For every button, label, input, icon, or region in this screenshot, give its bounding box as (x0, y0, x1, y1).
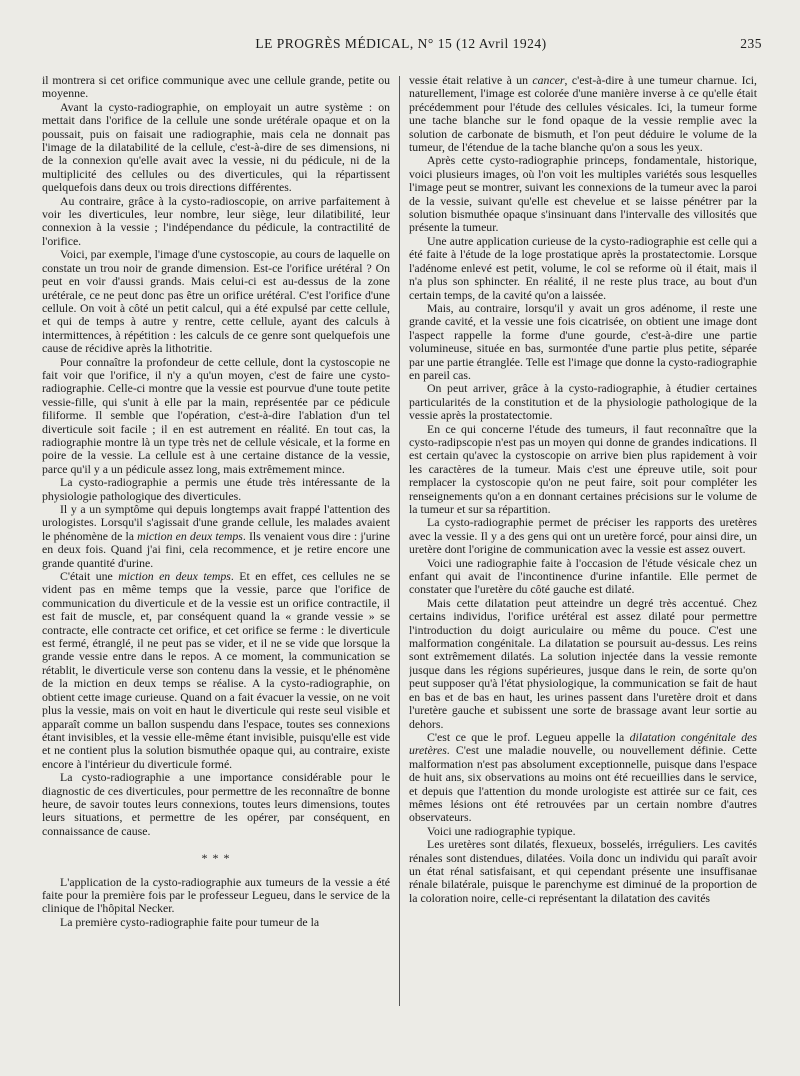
paragraph: Pour connaître la profondeur de cette cellule, dont la cystoscopie ne fait voir que l'orifice, il n'y a qu'un moyen, c'est de faire une cysto-radiographie. Celle-ci montre que la vessie est pourvue d'une toute petite vessie-fille, qui s'unit à elle par la main, représentée par ce pédicule filiforme. Il semble que l'opération, c'est-à-dire l'ablation d'un tel diverticule soit facile ; il en est autrement en réalité. En tout cas, la radiographie montre là un type très net de cellule vésicale, et la forme en poire de la vessie. La cellule est à une certaine distance de la vessie, parce qu'il y a un pédicule assez long, mais extrêmement mince. (42, 354, 390, 476)
paragraph: Voici une radiographie faite à l'occasion de l'étude vésicale chez un enfant qui avait de l'incontinence d'urine infantile. Elle permet de constater que l'uretère du côté gauche est dilaté. (409, 555, 757, 597)
paragraph: Après cette cysto-radiographie princeps, fondamentale, historique, voici plusieurs images, où l'on voit les multiples variétés sous lesquelles l'image peut se montrer, suivant les connexions de la tumeur avec la paroi de la vessie, suivant qu'elle est chevelue et se laisse pénétrer par la solution bismuthée opaque s'insinuant dans l'intervalle des villosités que présente la tumeur. (409, 153, 757, 235)
paragraph: La cysto-radiographie permet de préciser les rapports des uretères avec la vessie. Il y a des gens qui ont un uretère forcé, pour ainsi dire, un uretère dont l'origine de communication avec la vessie est assez ouvert. (409, 515, 757, 557)
paragraph: La cysto-radiographie a permis une étude très intéressante de la physiologie pathologique des diverticules. (42, 475, 390, 503)
paragraph: il montrera si cet orifice communique avec une cellule grande, petite ou moyenne. (42, 74, 390, 101)
page-number: 235 (740, 36, 762, 51)
text-run: vessie était relative à un (409, 74, 533, 87)
paragraph: Au contraire, grâce à la cysto-radioscopie, on arrive parfaitement à voir les diverticules, leur nombre, leur siège, leur dilatibilité, leur connexion à la vessie ; l'indépendance du pédicule, la contractilité de l'orifice. (42, 193, 390, 248)
text-run: Il y a un symptôme qui depuis longtemps avait frappé l'attention des urologistes. Lorsqu'il s'agissait d'une grande cellule, les malades avaient le phénomène de la (42, 502, 390, 543)
italic-term: miction en deux temps (118, 569, 231, 584)
italic-term: dilatation congénitale des uretères (409, 729, 757, 758)
italic-term: miction en deux temps (137, 528, 243, 543)
paragraph: Voici, par exemple, l'image d'une cystoscopie, au cours de laquelle on constate un trou noir de grande dimension. Est-ce l'orifice urétéral ? On peut en voir d'aussi grands. Mais celui-ci est au-dessus de la zone urétérale, ce ne peut donc pas être un orifice urétéral. C'est l'orifice d'une cellule. On voit à côté un petit calcul, qui a été expulsé par cette cellule, et qui de temps à autre y rentre, cette cellule, ayant des calculs à intermittences, à répétition : les calculs de ce genre sont quelquefois une cause de récidive après la lithotritie. (42, 247, 390, 356)
journal-title: LE PROGRÈS MÉDICAL, N° 15 (12 Avril 1924) (255, 36, 547, 51)
running-header (40, 36, 762, 56)
paragraph: Une autre application curieuse de la cysto-radiographie est celle qui a été faite à l'étude de la loge prostatique après la prostatectomie. Lorsque l'adénome enlevé est petit, volume, le col se reforme où il était, mais il n'a plus son sphincter. En réalité, il ne reste plus trace, au bout d'un certain temps, de la cavité qu'on a laissée. (409, 233, 757, 302)
paragraph: Mais cette dilatation peut atteindre un degré très accentué. Chez certains individus, l'orifice urétéral est assez dilaté pour permettre l'introduction du doigt auriculaire ou même du pouce. C'est une malformation congénitale. La dilatation se poursuit au-dessus. Les reins sont extrêmement dilatés. La solution injectée dans la vessie remonte jusque dans les régions supérieures, jusque dans le rein, de sorte qu'on peut supposer qu'à l'état physiologique, la communication se fait de haut en bas et de bas en haut, les urines passent dans l'uretère droit et dans l'uretère gauche et subissent une sorte de brassage avant leur sortie au dehors. (409, 595, 757, 731)
text-run: . Et en effet, ces cellules ne se vident pas en même temps que la vessie, parce que l'orifice de communication du diverticule et de la vessie est un orifice contractile, il est fait de muscle, et, par conséquent quand la « grande vessie » se contracte, elle contracte cet orifice, et cet orifice se ferme : le diverticule est fermé, étranglé, il ne peut pas se vider, et il ne se vide que lorsque la grande vessie entre dans le repos. A ce moment, la communication se rétablit, le diverticule verse son contenu dans la vessie, et le phénomène de la miction en deux temps se réalise. A la cysto-radiographie, on obtient cette image curieuse. Quand on a fait évacuer la vessie, on ne voit plus la vessie, mais on voit en haut le diverticule qui reste seul visible et apparaît comme un ballon suspendu dans l'espace, toutes ses connexions étant invisibles, et la vessie elle-même étant invisible, puisqu'elle est vide et ne contient plus la solution bismuthée opaque qui, au contraire, existe encore à l'intérieur du diverticule formé. (42, 569, 390, 771)
italic-term: cancer (532, 74, 565, 87)
text-run: C'est ce que le prof. Legueu appelle la (427, 729, 630, 744)
paragraph: En ce qui concerne l'étude des tumeurs, il faut reconnaître que la cysto-radipscopie n'est pas un moyen qui donne de grandes indications. Il est certain qu'avec la cystoscopie on arrive bien plus rapidement à voir les caractères de la tumeur. Mais c'est une épreuve utile, soit pour remplacer la cystoscopie qu'on ne peut faire, soit pour compléter les renseignements qu'on a en donnant certaines précisions sur le volume de la tumeur et sur sa répartition. (409, 421, 757, 516)
paragraph: Avant la cysto-radiographie, on employait un autre système : on mettait dans l'orifice de la cellule une sonde urétérale opaque et on la poussait, puis on faisait une radiographie, mais cela ne donnait pas l'image de la dilatabilité de la cellule, c'est-à-dire de ses dimensions, ni de la connexion qu'elle avait avec la vessie, ni du pédicule, ni de la multiplicité des cellules ou des diverticules, qui la répartissent quelquefois dans deux ou trois directions différentes. (42, 99, 390, 195)
text-run: . C'est une maladie nouvelle, ou nouvellement définie. Cette malformation n'est pas absolument exceptionnelle, puisque dans l'espace de huit ans, six observations au moins ont été recueillies dans le service, et depuis que l'attention du monde urologiste est attirée sur ce fait, ces mêmes lésions ont été retrouvées par un certain nombre d'autres observateurs. (409, 743, 757, 825)
right-column (409, 74, 757, 1064)
text-run: , c'est-à-dire à une tumeur charnue. Ici, naturellement, l'image est colorée d'une manière inverse à ce qu'elle était précédemment pour l'étude des cellules vésicales. Ici, la tumeur forme une tache blanche sur le fond opaque de la vessie remplie avec la solution de carbonate de bismuth, et l'on peut déduire le volume de la tumeur, de l'étendue de la tache blanche qu'on a sous les yeux. (409, 74, 757, 155)
paragraph (409, 74, 757, 154)
section-separator: * * * (201, 851, 231, 866)
left-column (42, 74, 390, 1064)
paragraph: Voici une radiographie typique. (427, 823, 576, 838)
paragraph: L'application de la cysto-radiographie aux tumeurs de la vessie a été faite pour la première fois par le professeur Legueu, dans le service de la clinique de l'hôpital Necker. (42, 874, 390, 916)
paragraph (42, 570, 390, 771)
paragraph (42, 503, 390, 570)
text-run: C'était une (60, 569, 119, 584)
paragraph: Les uretères sont dilatés, flexueux, bosselés, irréguliers. Les cavités rénales sont distendues, dilatées. Voila donc un individu qui paraît avoir un état rénal satisfaisant, et qui cependant présente une insuffisanae rénale bilatérale, puisque le parenchyme est diminué de la proportion de la coloration noire, celle-ci représentant la dilatation des cavités (409, 837, 757, 905)
paragraph (409, 731, 757, 825)
paragraph: La cysto-radiographie a une importance considérable pour le diagnostic de ces diverticules, pour permettre de les reconnaître de bonne heure, de savoir toutes leurs connexions, toutes leurs dimensions, toutes leurs situations, et permettre de les opérer, par conséquent, en connaissance de cause. (42, 770, 390, 838)
column-rule (399, 76, 400, 1006)
text-run: . Ils venaient vous dire : j'urine en deux fois. Quand j'ai fini, cela recommence, et je retire encore une grande quantité d'urine. (42, 528, 390, 570)
paragraph: Mais, au contraire, lorsqu'il y avait un gros adénome, il reste une grande cavité, et la vessie une fois cicatrisée, on obtient une image dont l'aspect rappelle la forme d'une gourde, c'est-à-dire une partie volumineuse, située en bas, surmontée d'une partie plus petite, séparée par une partie étranglée. Telle est l'image que donne la cysto-radiographie en pareil cas. (409, 300, 757, 382)
paragraph: On peut arriver, grâce à la cysto-radiographie, à étudier certaines particularités de la constitution et de la physiologie pathologique de la vessie après la prostatectomie. (409, 381, 757, 423)
paragraph: La première cysto-radiographie faite pour tumeur de la (60, 914, 320, 929)
